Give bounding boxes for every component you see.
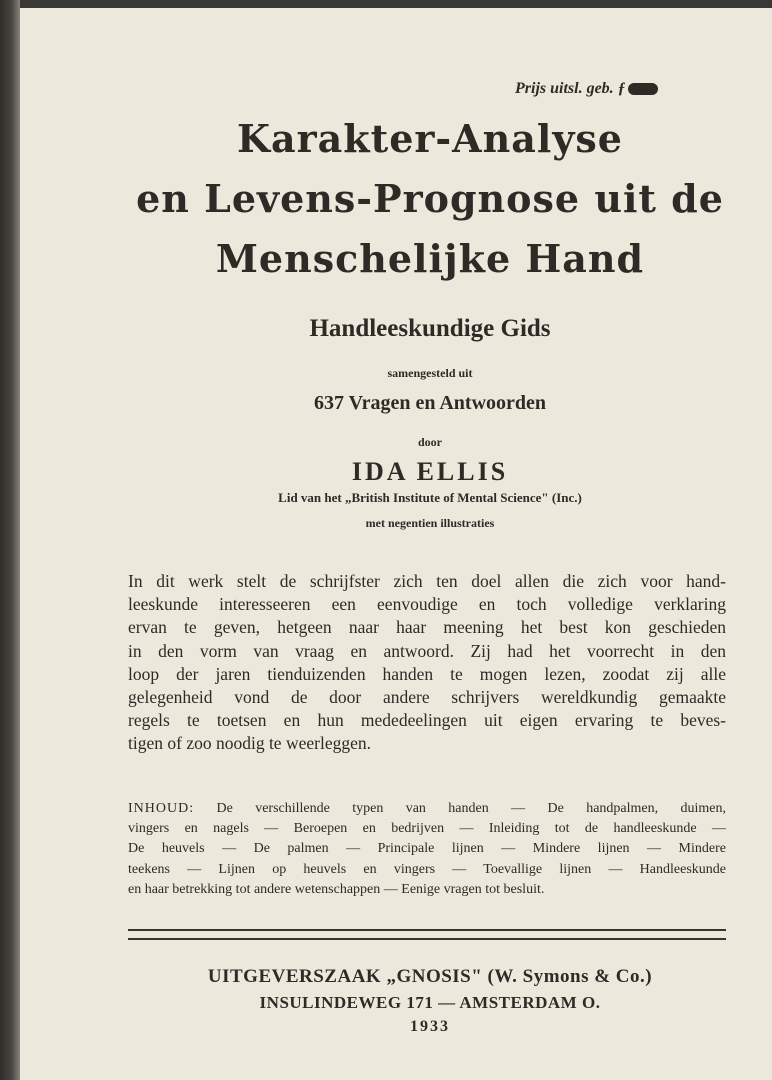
contents-line: De verschillende typen van handen — De handpalmen, duimen,	[216, 801, 726, 816]
cover-top-edge	[0, 0, 772, 8]
by-label: door	[418, 435, 442, 449]
intro-line: in den vorm van vraag en antwoord. Zij had het voorrecht in den	[128, 640, 726, 661]
intro-line: gelegenheid vond de door andere schrijvers wereldkundig gemaakte	[128, 687, 726, 708]
intro-line: ervan te geven, hetgeen naar haar meening het best kon geschieden	[128, 617, 726, 638]
publisher-address: INSULINDEWEG 171 — AMSTERDAM O.	[259, 993, 601, 1012]
composed-from-label: samengesteld uit	[387, 366, 473, 380]
title-page	[20, 8, 772, 1080]
contents-line: en haar betrekking tot andere wetenschappen — Eenige vragen tot besluit.	[128, 881, 545, 897]
price-text: Prijs uitsl. geb. ƒ	[515, 80, 626, 97]
title-line-1: Karakter-Analyse	[237, 116, 623, 161]
author-affiliation: Lid van het „British Institute of Mental Science" (Inc.)	[278, 490, 582, 505]
intro-line: loop der jaren tienduizenden handen te mogen lezen, zoodat zij alle	[128, 663, 726, 684]
publication-year: 1933	[410, 1018, 450, 1035]
intro-line: regels te toetsen en hun mededeelingen uit eigen ervaring te beves-	[128, 710, 726, 731]
contents-line-first	[128, 799, 726, 819]
publisher-name: UITGEVERSZAAK „GNOSIS" (W. Symons & Co.)	[207, 966, 653, 987]
double-rule-divider	[128, 929, 726, 940]
intro-line: tigen of zoo noodig te weerleggen.	[128, 733, 371, 754]
price-redaction-mark	[628, 83, 658, 95]
illustrations-note: met negentien illustraties	[365, 516, 495, 530]
contents-line: De heuvels — De palmen — Principale lijnen — Mindere lijnen — Mindere	[128, 841, 726, 857]
contents-label: INHOUD:	[128, 801, 195, 816]
book-spine-edge	[0, 0, 20, 1080]
questions-count: 637 Vragen en Antwoorden	[313, 392, 547, 414]
title-line-2: en Levens-Prognose uit de	[136, 176, 724, 221]
intro-line: In dit werk stelt de schrijfster zich ten doel allen die zich voor hand-	[128, 571, 726, 591]
table-of-contents	[128, 799, 726, 900]
contents-line: teekens — Lijnen op heuvels en vingers — Toevallige lijnen — Handleeskunde	[128, 861, 726, 877]
subtitle: Handleeskundige Gids	[309, 315, 551, 342]
intro-paragraph	[128, 570, 726, 756]
price-label	[515, 80, 658, 98]
intro-line: leeskunde interesseeren een eenvoudige en toch volledige verklaring	[128, 594, 726, 615]
title-line-3: Menschelijke Hand	[215, 236, 645, 281]
contents-line: vingers en nagels — Beroepen en bedrijven — Inleiding tot de handleeskunde —	[128, 821, 726, 837]
author-name: IDA ELLIS	[351, 457, 509, 486]
